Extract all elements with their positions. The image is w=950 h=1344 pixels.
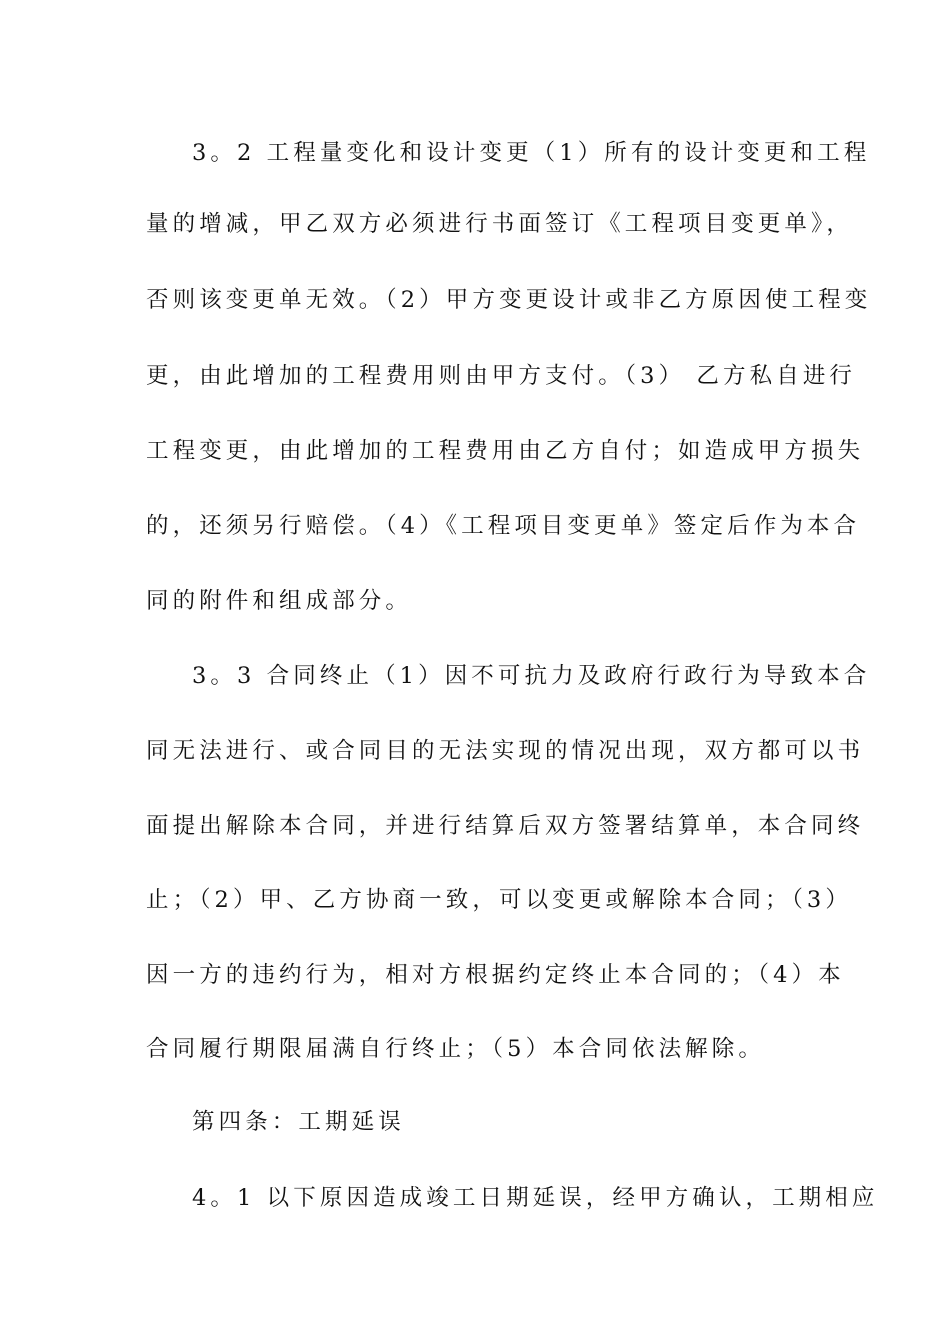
paragraph-3-3-line-2: 同无法进行、或合同目的无法实现的情况出现，双方都可以书 [146, 738, 865, 764]
paragraph-3-2-line-4: 更，由此增加的工程费用则由甲方支付。（3） 乙方私自进行 [146, 363, 857, 389]
paragraph-3-2-line-7: 同的附件和组成部分。 [146, 588, 413, 614]
paragraph-4-1-line-1: 4。1 以下原因造成竣工日期延误，经甲方确认，工期相应 [192, 1185, 879, 1211]
paragraph-3-3-line-6: 合同履行期限届满自行终止；（5）本合同依法解除。 [146, 1036, 765, 1062]
paragraph-3-2-line-6: 的，还须另行赔偿。（4）《工程项目变更单》签定后作为本合 [146, 513, 861, 539]
paragraph-3-2-line-5: 工程变更，由此增加的工程费用由乙方自付；如造成甲方损失 [146, 438, 865, 464]
paragraph-3-3-line-4: 止；（2）甲、乙方协商一致，可以变更或解除本合同；（3） [146, 887, 852, 913]
paragraph-3-2-line-2: 量的增减，甲乙双方必须进行书面签订《工程项目变更单》， [146, 211, 853, 237]
paragraph-3-2-line-1: 3。2 工程量变化和设计变更（1）所有的设计变更和工程 [192, 140, 871, 166]
paragraph-3-3-line-1: 3。3 合同终止（1）因不可抗力及政府行政行为导致本合 [192, 663, 871, 689]
section-heading-article-4: 第四条：工期延误 [192, 1109, 405, 1135]
paragraph-3-3-line-3: 面提出解除本合同，并进行结算后双方签署结算单，本合同终 [146, 813, 865, 839]
paragraph-3-3-line-5: 因一方的违约行为，相对方根据约定终止本合同的；（4）本 [146, 962, 845, 988]
paragraph-3-2-line-3: 否则该变更单无效。（2）甲方变更设计或非乙方原因使工程变 [146, 287, 872, 313]
